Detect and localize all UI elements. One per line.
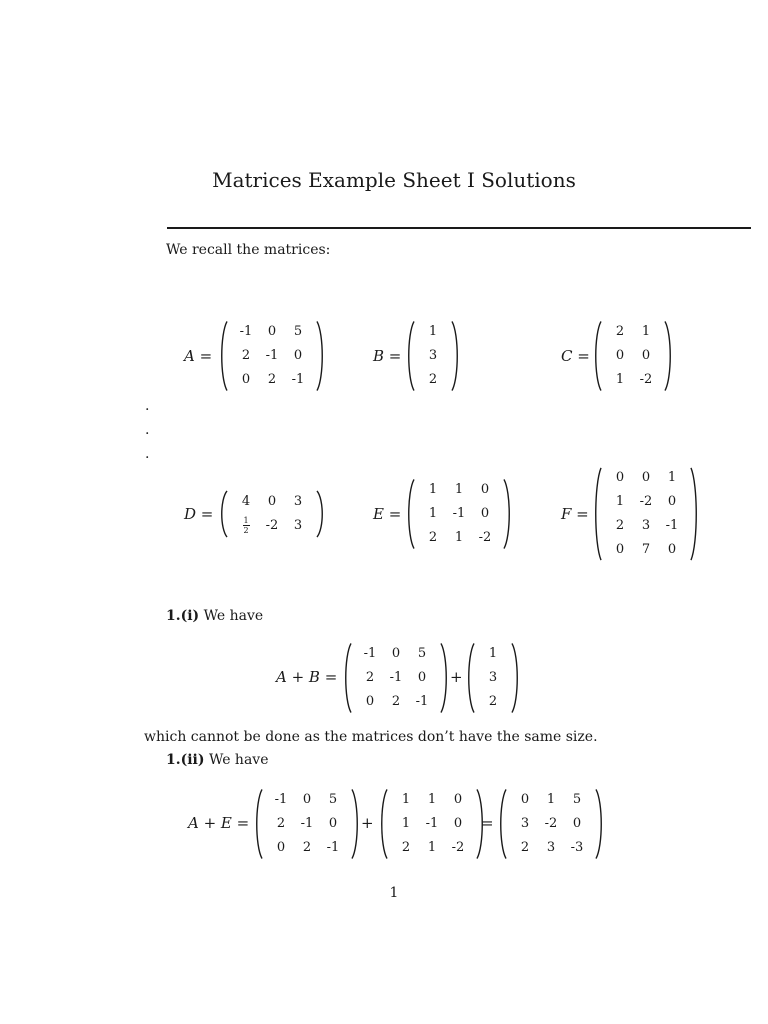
left-parenthesis	[466, 642, 476, 714]
matrix-cell: 0	[615, 470, 625, 485]
matrix-cell: 1	[454, 530, 464, 545]
matrix-cell: 3	[641, 518, 651, 533]
label-A: A =	[184, 347, 213, 365]
matrix-cell: 7	[641, 542, 651, 557]
matrix-cell: 0	[267, 324, 277, 339]
label-C: C =	[561, 347, 590, 365]
plus-sign: +	[450, 668, 463, 686]
matrix-cell: 1	[615, 372, 625, 387]
matrix-sum-AE	[498, 788, 604, 860]
matrix-A	[219, 320, 325, 392]
matrix-cell: 0	[302, 792, 312, 807]
matrix-cell: 0	[417, 670, 427, 685]
matrix-cell: -2	[478, 530, 492, 545]
label-D: D =	[184, 505, 214, 523]
label-F: F =	[561, 505, 589, 523]
matrix-cell: 0	[276, 840, 286, 855]
matrix-cell: 0	[615, 542, 625, 557]
matrix-cell: 5	[293, 324, 303, 339]
matrix-cell: 1	[488, 646, 498, 661]
left-parenthesis	[406, 478, 416, 550]
matrix-A-copy	[254, 788, 360, 860]
matrix-cell: 2	[615, 324, 625, 339]
matrix-entries	[229, 490, 315, 538]
right-parenthesis	[315, 490, 325, 538]
matrix-A-copy	[343, 642, 449, 714]
matrix-cell: 2	[302, 840, 312, 855]
matrix-cell: 1	[401, 816, 411, 831]
expr-A-plus-B-label: A + B =	[276, 668, 338, 686]
matrix-cell: 2	[428, 530, 438, 545]
matrix-cell: -2	[639, 372, 653, 387]
matrix-cell: 0	[520, 792, 530, 807]
matrix-cell: -1	[452, 506, 466, 521]
right-parenthesis	[350, 788, 360, 860]
matrix-cell: 2	[267, 372, 277, 387]
matrix-cell: 1	[427, 840, 437, 855]
solution-ii-heading: 1.(ii) We have	[166, 752, 269, 768]
left-parenthesis	[219, 490, 229, 538]
matrix-cell: 0	[641, 348, 651, 363]
ellipsis-dot: .	[145, 422, 150, 438]
matrix-cell: 2	[391, 694, 401, 709]
matrix-cell: -2	[639, 494, 653, 509]
label-B: B =	[373, 347, 402, 365]
matrix-entries	[416, 478, 502, 550]
left-parenthesis	[498, 788, 508, 860]
matrix-cell: 0	[667, 494, 677, 509]
matrix-B	[406, 320, 460, 392]
left-parenthesis	[219, 320, 229, 392]
matrix-cell: 0	[391, 646, 401, 661]
matrix-cell: 0	[667, 542, 677, 557]
label-E: E =	[373, 505, 402, 523]
matrix-E-copy	[379, 788, 485, 860]
matrix-cell: 2	[365, 670, 375, 685]
matrix-cell: 2	[401, 840, 411, 855]
matrix-cell: -1	[239, 324, 253, 339]
matrix-cell: 1	[401, 792, 411, 807]
matrix-cell: $\frac{1}{2}$	[243, 516, 249, 535]
matrix-cell: 1	[428, 482, 438, 497]
right-parenthesis	[439, 642, 449, 714]
matrix-cell: 2	[615, 518, 625, 533]
matrix-cell: 4	[241, 494, 251, 509]
matrix-cell: -2	[265, 518, 279, 533]
right-parenthesis	[594, 788, 604, 860]
intro-text: We recall the matrices:	[166, 242, 331, 258]
ellipsis-dot: .	[145, 398, 150, 414]
matrix-cell: 0	[480, 482, 490, 497]
matrix-cell: 0	[241, 372, 251, 387]
plus-sign: +	[361, 814, 374, 832]
equals-sign: =	[481, 814, 494, 832]
matrix-cell: -1	[274, 792, 288, 807]
matrix-cell: 1	[428, 324, 438, 339]
matrix-C	[593, 320, 673, 392]
matrix-cell: 1	[641, 324, 651, 339]
right-parenthesis	[510, 642, 520, 714]
matrix-cell: -3	[570, 840, 584, 855]
matrix-entries	[603, 466, 689, 562]
matrix-cell: -2	[451, 840, 465, 855]
ellipsis-dot: .	[145, 446, 150, 462]
matrix-cell: 1	[615, 494, 625, 509]
matrix-entries	[353, 642, 439, 714]
matrix-cell: 3	[546, 840, 556, 855]
matrix-cell: 0	[572, 816, 582, 831]
title-rule	[167, 227, 751, 229]
left-parenthesis	[379, 788, 389, 860]
matrix-cell: 2	[276, 816, 286, 831]
matrix-cell: -1	[665, 518, 679, 533]
right-parenthesis	[502, 478, 512, 550]
matrix-cell: 3	[293, 494, 303, 509]
matrix-cell: 3	[520, 816, 530, 831]
matrix-cell: -1	[326, 840, 340, 855]
matrix-cell: -1	[265, 348, 279, 363]
matrix-cell: 0	[453, 816, 463, 831]
matrix-cell: -1	[425, 816, 439, 831]
matrix-cell: -1	[415, 694, 429, 709]
page-number: 1	[389, 885, 399, 901]
right-parenthesis	[450, 320, 460, 392]
matrix-cell: -1	[389, 670, 403, 685]
matrix-entries	[264, 788, 350, 860]
matrix-cell: 0	[328, 816, 338, 831]
matrix-F	[593, 466, 699, 562]
matrix-cell: -1	[300, 816, 314, 831]
matrix-cell: 2	[241, 348, 251, 363]
matrix-cell: 1	[454, 482, 464, 497]
matrix-E	[406, 478, 512, 550]
matrix-entries	[389, 788, 475, 860]
matrix-cell: 1	[667, 470, 677, 485]
matrix-cell: 0	[365, 694, 375, 709]
matrix-cell: 0	[293, 348, 303, 363]
matrix-cell: 1	[428, 506, 438, 521]
matrix-cell: 0	[480, 506, 490, 521]
page-title: Matrices Example Sheet I Solutions	[212, 168, 576, 192]
left-parenthesis	[406, 320, 416, 392]
matrix-cell: 5	[328, 792, 338, 807]
expr-A-plus-E-label: A + E =	[188, 814, 250, 832]
matrix-cell: 0	[615, 348, 625, 363]
matrix-cell: 0	[641, 470, 651, 485]
matrix-cell: 1	[427, 792, 437, 807]
matrix-entries	[508, 788, 594, 860]
right-parenthesis	[315, 320, 325, 392]
matrix-cell: 0	[453, 792, 463, 807]
matrix-entries	[416, 320, 450, 392]
matrix-cell: -2	[544, 816, 558, 831]
matrix-cell: 0	[267, 494, 277, 509]
matrix-cell: 1	[546, 792, 556, 807]
solution-i-heading: 1.(i) We have	[166, 608, 264, 624]
matrix-cell: -1	[291, 372, 305, 387]
right-parenthesis	[663, 320, 673, 392]
left-parenthesis	[343, 642, 353, 714]
solution-i-conclusion: which cannot be done as the matrices don’t have the same size.	[144, 729, 598, 745]
matrix-cell: 2	[488, 694, 498, 709]
matrix-cell: 5	[417, 646, 427, 661]
matrix-D	[219, 490, 325, 538]
left-parenthesis	[593, 466, 603, 562]
matrix-cell: 3	[428, 348, 438, 363]
left-parenthesis	[593, 320, 603, 392]
matrix-cell: 2	[520, 840, 530, 855]
matrix-cell: 3	[293, 518, 303, 533]
matrix-entries	[476, 642, 510, 714]
matrix-B-copy	[466, 642, 520, 714]
left-parenthesis	[254, 788, 264, 860]
right-parenthesis	[689, 466, 699, 562]
matrix-cell: -1	[363, 646, 377, 661]
matrix-entries	[229, 320, 315, 392]
matrix-cell: 5	[572, 792, 582, 807]
matrix-cell: 3	[488, 670, 498, 685]
matrix-cell: 2	[428, 372, 438, 387]
matrix-entries	[603, 320, 663, 392]
